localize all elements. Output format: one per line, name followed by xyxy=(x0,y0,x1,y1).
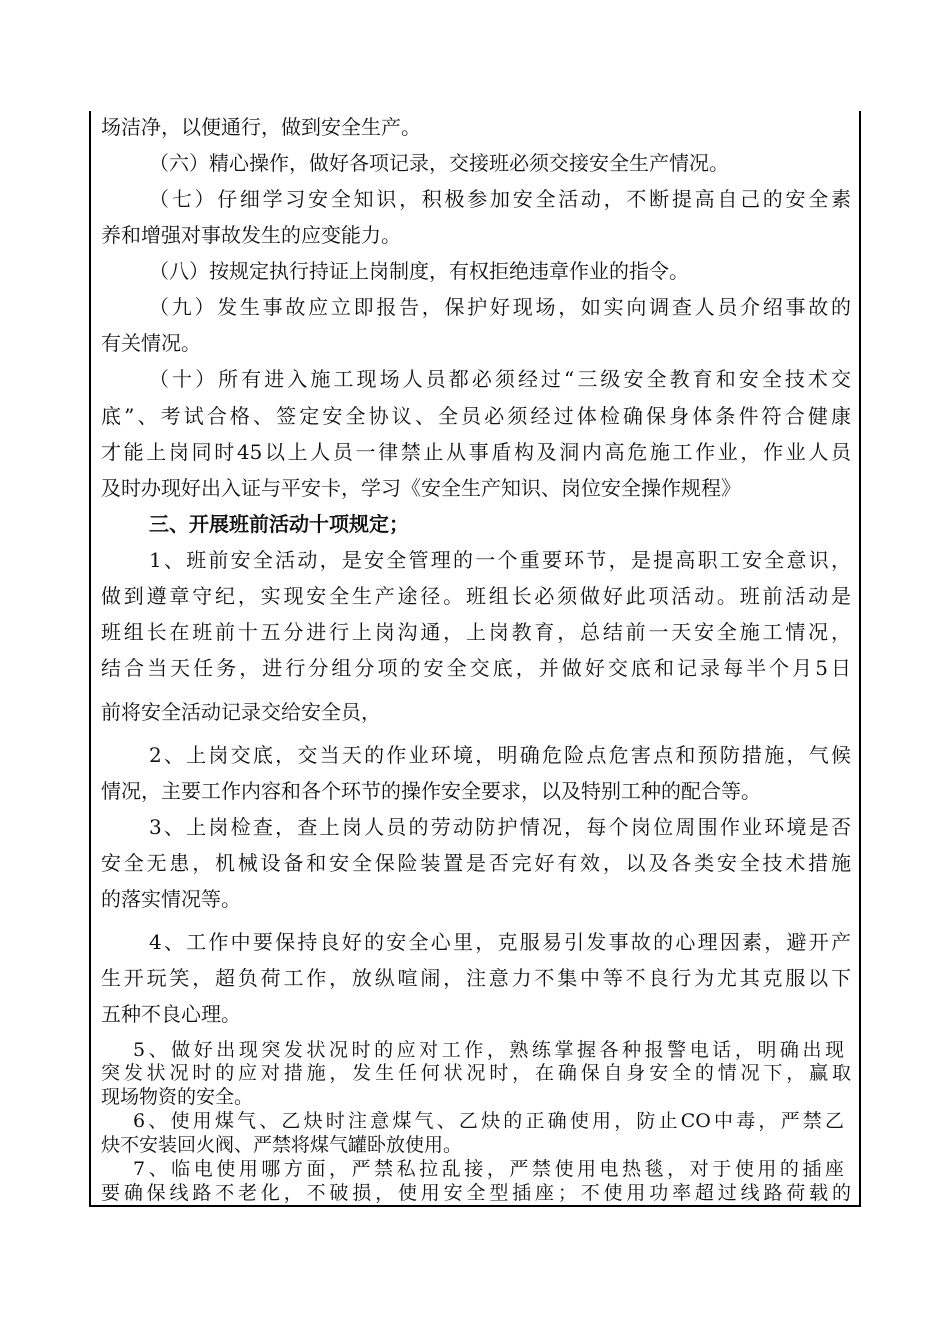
text-line: 1、班前安全活动，是安全管理的一个重要环节，是提高职工安全意识， xyxy=(149,548,851,572)
text-line: 结合当天任务，进行分组分项的安全交底，并做好交底和记录每半个月5日 xyxy=(101,656,851,680)
text-line: 五种不良心理。 xyxy=(101,1002,241,1026)
text-line: 7、临电使用哪方面，严禁私拉乱接，严禁使用电热毯，对于使用的插座 xyxy=(133,1158,844,1180)
text-line: 炔不安装回火阀、严禁将煤气罐卧放使用。 xyxy=(101,1134,463,1156)
text-line: 2、上岗交底，交当天的作业环境，明确危险点危害点和预防措施，气候 xyxy=(149,743,851,767)
text-line: 做到遵章守纪，实现安全生产途径。班组长必须做好此项活动。班前活动是 xyxy=(101,584,851,608)
text-line: 场洁净，以便通行，做到安全生产。 xyxy=(101,115,421,139)
text-line: 的落实情况等。 xyxy=(101,887,241,911)
text-line: 3、上岗检查，查上岗人员的劳动防护情况，每个岗位周围作业环境是否 xyxy=(149,815,851,839)
text-line: 现场物资的安全。 xyxy=(101,1086,254,1108)
text-line: 生开玩笑，超负荷工作，放纵喧闹，注意力不集中等不良行为尤其克服以下 xyxy=(101,966,851,990)
section-heading: 三、开展班前活动十项规定； xyxy=(149,512,409,536)
text-line: 才能上岗同时45以上人员一律禁止从事盾构及洞内高危施工作业，作业人员 xyxy=(101,440,851,464)
text-line: （九）发生事故应立即报告，保护好现场，如实向调查人员介绍事故的 xyxy=(149,295,851,319)
text-line: 要确保线路不老化，不破损，使用安全型插座；不使用功率超过线路荷载的 xyxy=(101,1182,851,1204)
text-line: （十）所有进入施工现场人员都必须经过“三级安全教育和安全技术交 xyxy=(149,367,851,391)
text-line: （六）精心操作，做好各项记录，交接班必须交接安全生产情况。 xyxy=(149,151,729,175)
text-line: 情况，主要工作内容和各个环节的操作安全要求，以及特别工种的配合等。 xyxy=(101,779,761,803)
text-line: 突发状况时的应对措施，发生任何状况时，在确保自身安全的情况下，赢取 xyxy=(101,1062,851,1084)
text-line: 有关情况。 xyxy=(101,331,201,355)
text-line: 养和增强对事故发生的应变能力。 xyxy=(101,223,401,247)
text-line: （八）按规定执行持证上岗制度，有权拒绝违章作业的指令。 xyxy=(149,259,689,283)
text-line: 班组长在班前十五分进行上岗沟通，上岗教育，总结前一天安全施工情况， xyxy=(101,620,851,644)
text-line: （七）仔细学习安全知识，积极参加安全活动，不断提高自己的安全素 xyxy=(149,187,851,211)
text-line: 底”、考试合格、签定安全协议、全员必须经过体检确保身体条件符合健康 xyxy=(101,404,851,428)
text-line: 5、做好出现突发状况时的应对工作，熟练掌握各种报警电话，明确出现 xyxy=(133,1039,844,1061)
text-line: 前将安全活动记录交给安全员， xyxy=(101,700,381,724)
text-line: 安全无患，机械设备和安全保险装置是否完好有效，以及各类安全技术措施 xyxy=(101,851,851,875)
text-line: 6、使用煤气、乙炔时注意煤气、乙炔的正确使用，防止CO中毒，严禁乙 xyxy=(133,1110,844,1132)
text-line: 及时办现好出入证与平安卡，学习《安全生产知识、岗位安全操作规程》 xyxy=(101,476,741,500)
text-line: 4、工作中要保持良好的安全心里，克服易引发事故的心理因素，避开产 xyxy=(149,930,851,954)
